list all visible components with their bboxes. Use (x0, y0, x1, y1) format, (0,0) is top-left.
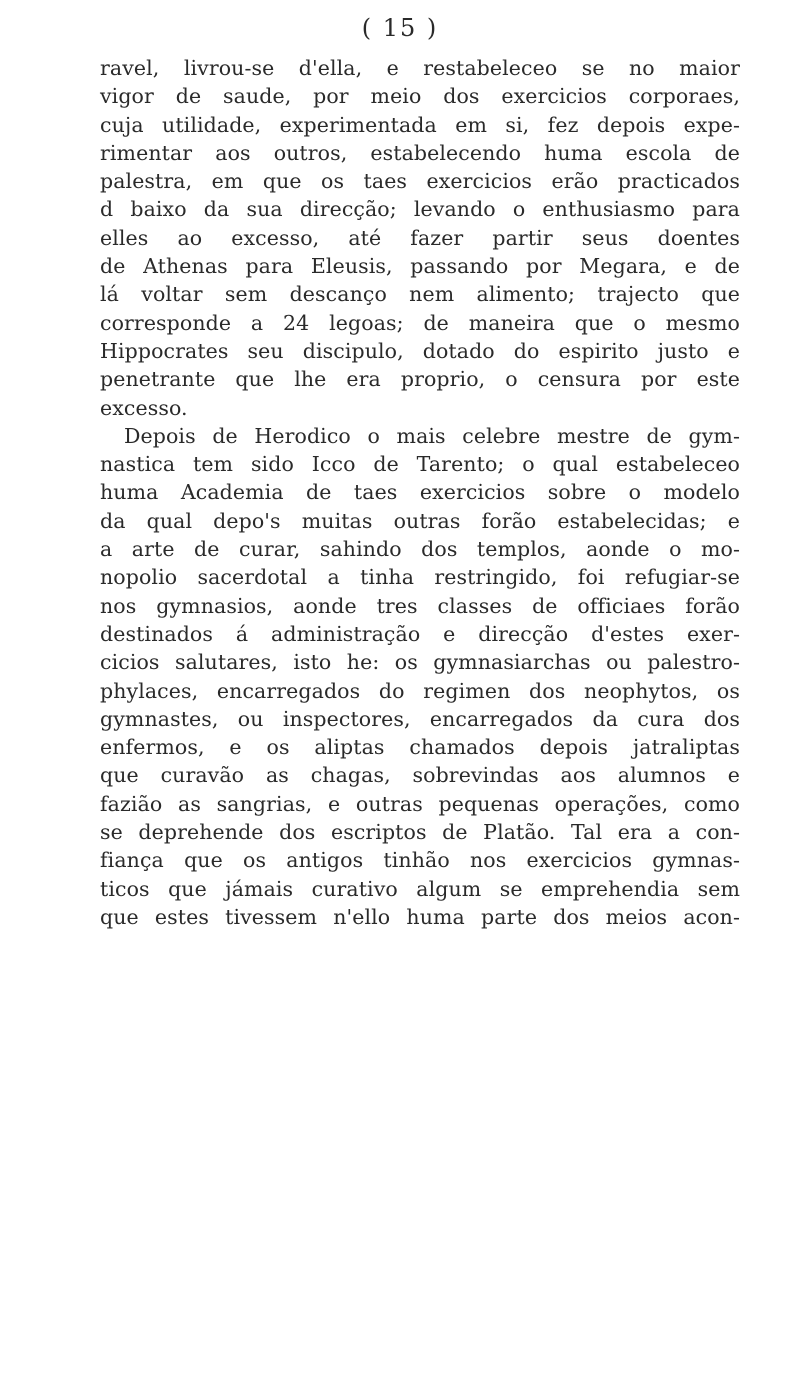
text-line: ticos que jámais curativo algum se emprehendia sem (100, 876, 740, 901)
text-line: nopolio sacerdotal a tinha restringido, foi refugiar-se (100, 565, 740, 590)
text-line: que estes tivessem n'ello huma parte dos meios acon- (100, 904, 740, 929)
text-line: cicios salutares, isto he: os gymnasiarchas ou palestro- (100, 650, 740, 675)
text-line: de Athenas para Eleusis, passando por Megara, e de (100, 254, 740, 279)
text-line: elles ao excesso, até fazer partir seus doentes (100, 225, 740, 250)
text-line: cuja utilidade, experimentada em si, fez depois expe- (100, 112, 740, 137)
text-line: se deprehende dos escriptos de Platão. Tal era a con- (100, 820, 740, 845)
text-line: excesso. (100, 395, 188, 420)
text-line: da qual depo's muitas outras forão estabelecidas; e (100, 508, 740, 533)
text-line: nastica tem sido Icco de Tarento; o qual estabeleceo (100, 452, 740, 477)
body-text (100, 54, 740, 931)
text-line: que curavão as chagas, sobrevindas aos alumnos e (100, 763, 740, 788)
text-line: lá voltar sem descanço nem alimento; trajecto que (100, 282, 740, 307)
text-line: vigor de saude, por meio dos exercicios corporaes, (100, 84, 740, 109)
text-line: enfermos, e os aliptas chamados depois jatraliptas (100, 735, 740, 760)
text-line: destinados á administração e direcção d'estes exer- (100, 621, 740, 646)
text-line: nos gymnasios, aonde tres classes de officiaes forão (100, 593, 740, 618)
text-line: ravel, livrou-se d'ella, e restabeleceo se no maior (100, 56, 740, 80)
text-line: penetrante que lhe era proprio, o censura por este (100, 367, 740, 392)
text-line: gymnastes, ou inspectores, encarregados da cura dos (100, 706, 740, 731)
text-line: Hippocrates seu discipulo, dotado do espirito justo e (100, 338, 740, 363)
text-line: fiança que os antigos tinhão nos exercicios gymnas- (100, 848, 740, 873)
text-line: a arte de curar, sahindo dos templos, aonde o mo- (100, 537, 740, 562)
text-line: fazião as sangrias, e outras pequenas operações, como (100, 791, 740, 816)
page-number: ( 15 ) (361, 14, 439, 42)
text-line: Depois de Herodico o mais celebre mestre de gym- (124, 423, 740, 448)
text-line: corresponde a 24 legoas; de maneira que o mesmo (100, 310, 740, 335)
text-line: huma Academia de taes exercicios sobre o modelo (100, 480, 740, 505)
text-line: rimentar aos outros, estabelecendo huma escola de (100, 140, 740, 165)
text-line: palestra, em que os taes exercicios erão practicados (100, 169, 740, 194)
text-line: d baixo da sua direcção; levando o enthusiasmo para (100, 197, 740, 222)
text-line: phylaces, encarregados do regimen dos neophytos, os (100, 678, 740, 703)
